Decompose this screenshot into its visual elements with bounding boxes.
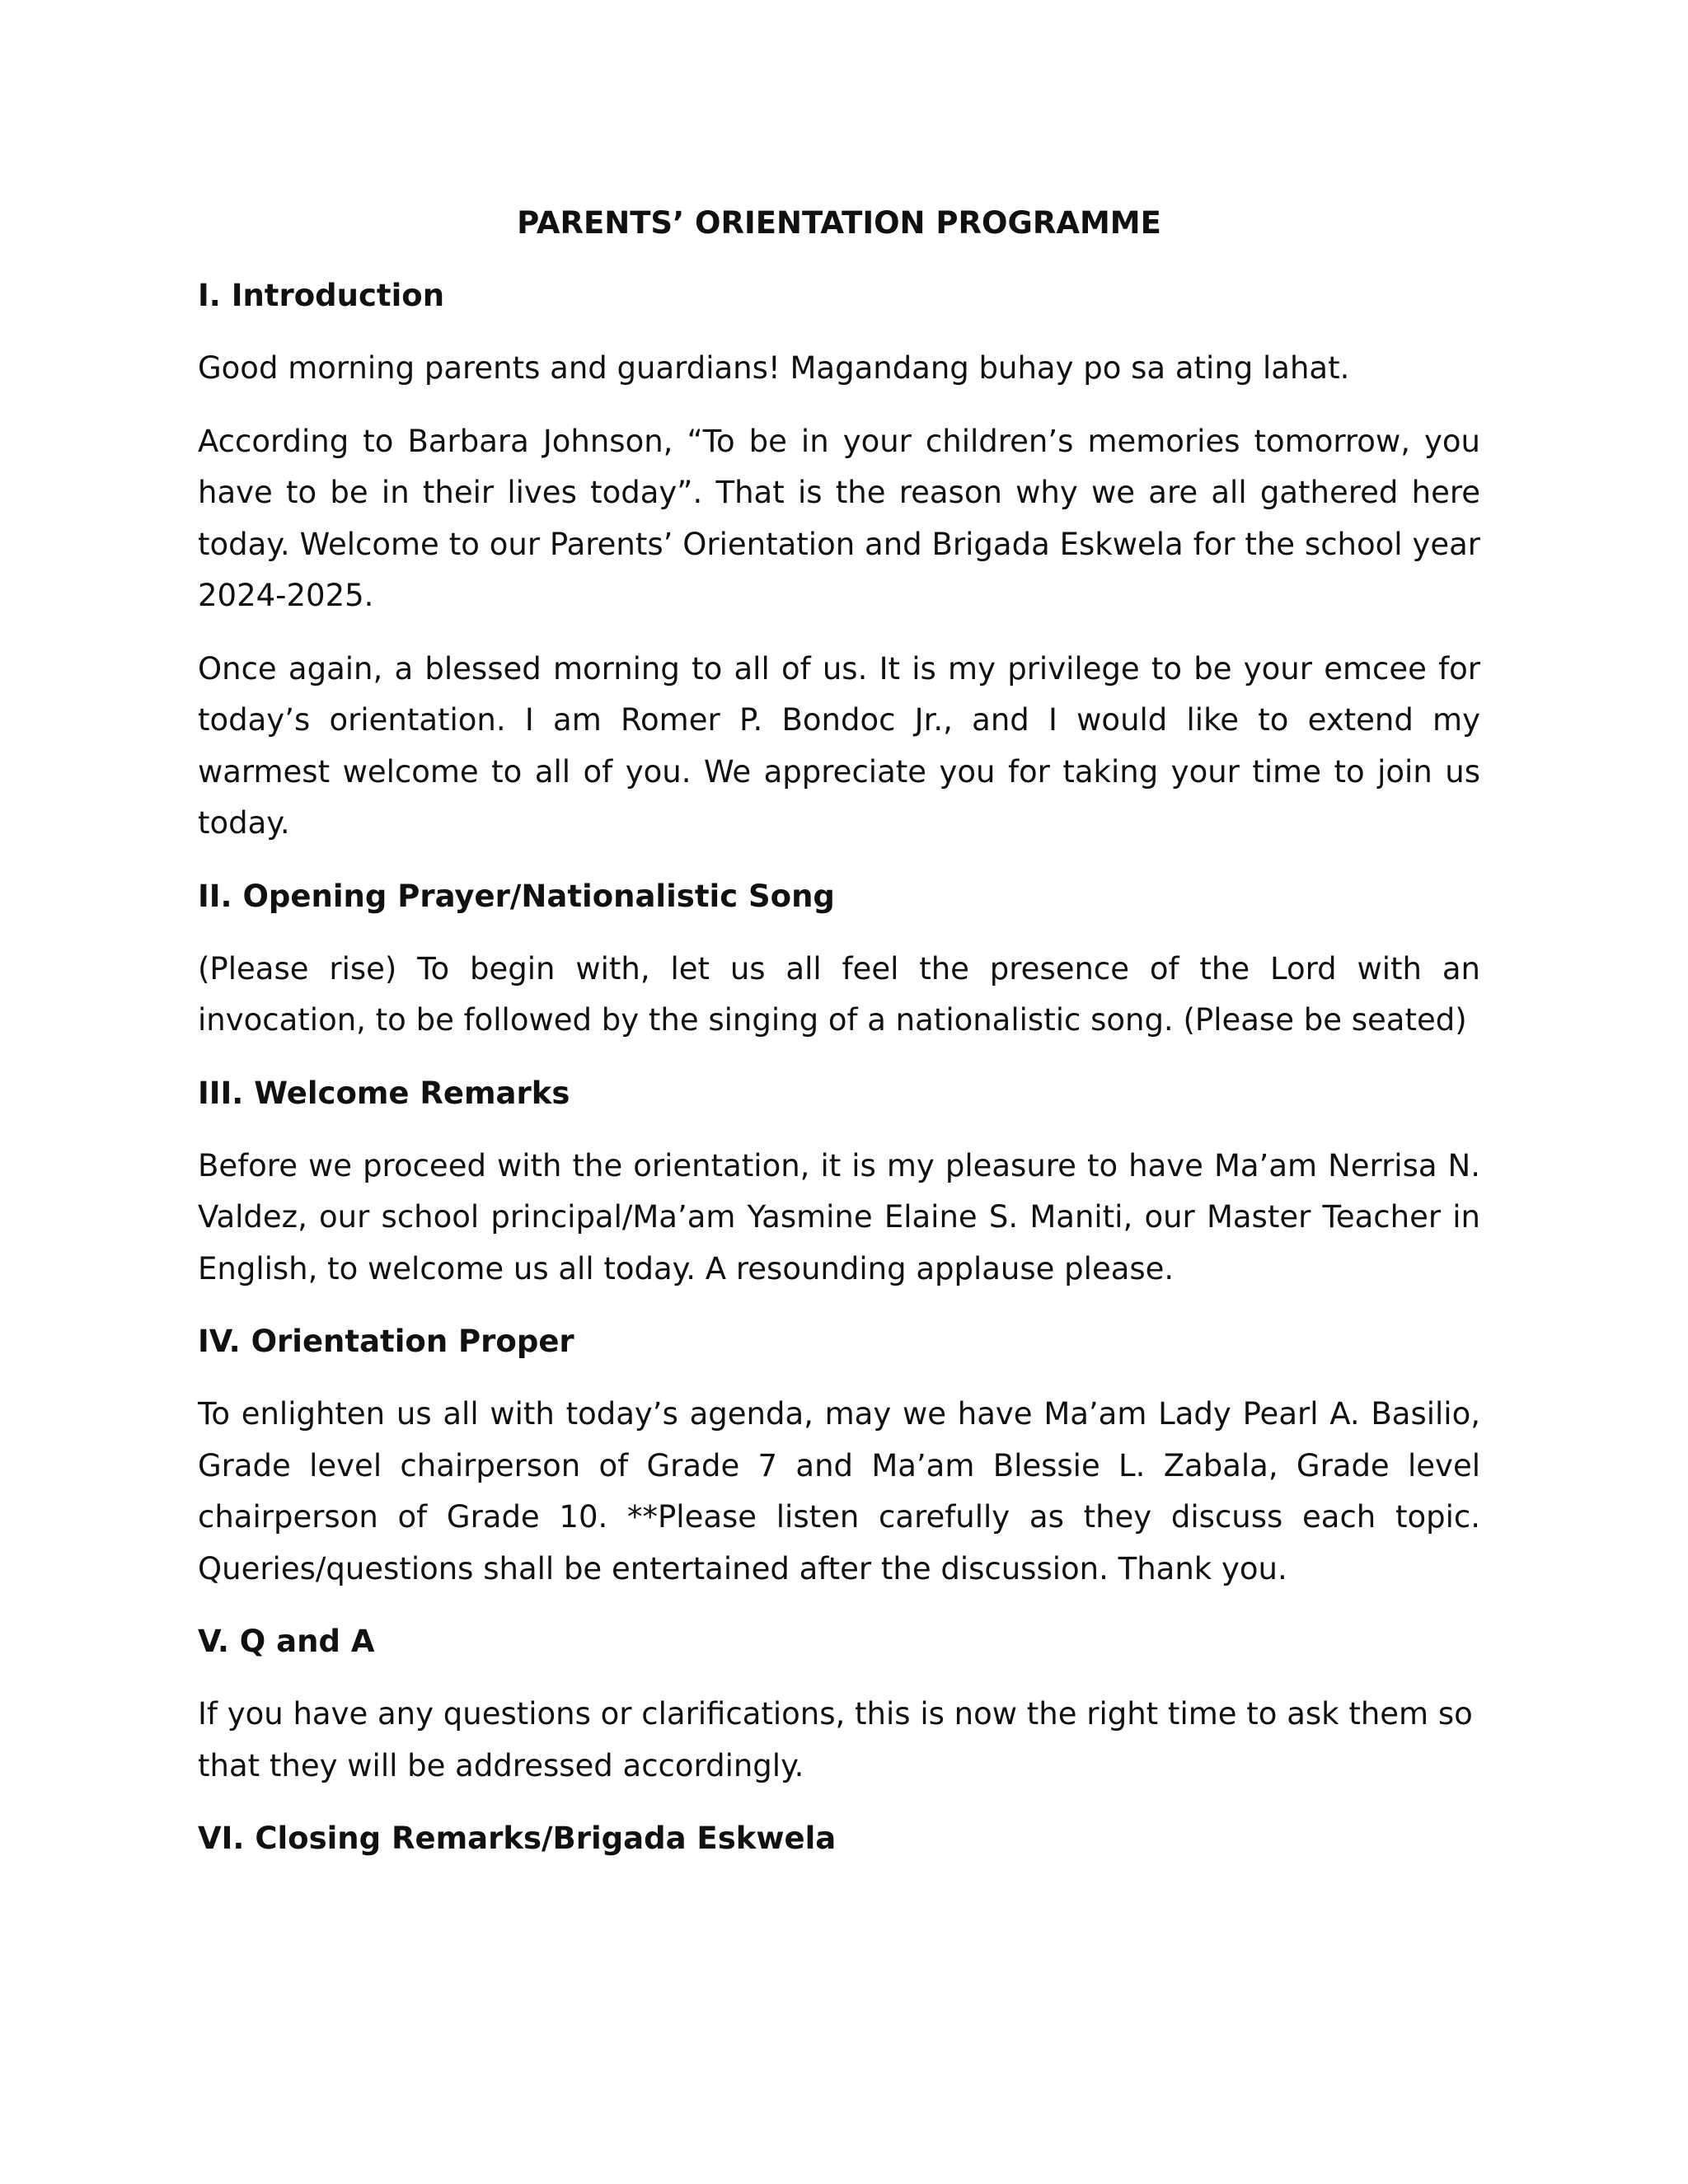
document-title: PARENTS’ ORIENTATION PROGRAMME [517,205,1161,241]
section-heading-introduction: I. Introduction [198,278,445,313]
paragraph-q-and-a: If you have any questions or clarifications, this is now the right time to ask them so that they will be addressed accordingly. [198,1696,1473,1783]
section-heading-orientation-proper: IV. Orientation Proper [198,1324,574,1359]
paragraph-greeting: Good morning parents and guardians! Magandang buhay po sa ating lahat. [198,350,1350,386]
section-heading-welcome-remarks: III. Welcome Remarks [198,1075,570,1111]
paragraph-welcome-remarks: Before we proceed with the orientation, it is my pleasure to have Ma’am Nerrisa N. Valdez, our school principal/Ma’am Yasmine Elaine S. Maniti, our Master Teacher in English, to welcome us all today. A resounding applause please. [198,1147,1480,1286]
paragraph-opening-prayer: (Please rise) To begin with, let us all feel the presence of the Lord with an invocation, to be followed by the singing of a nationalistic song. (Please be seated) [198,950,1480,1038]
paragraph-orientation-proper: To enlighten us all with today’s agenda, may we have Ma’am Lady Pearl A. Basilio, Grade level chairperson of Grade 7 and Ma’am Blessie L. Zabala, Grade level chairperson of Grade 10. **Please listen carefully as they discuss each topic. Queries/questions shall be entertained after the discussion. Thank you. [198,1396,1480,1586]
section-heading-closing-remarks: VI. Closing Remarks/Brigada Eskwela [198,1821,837,1856]
paragraph-emcee-intro: Once again, a blessed morning to all of us. It is my privilege to be your emcee for today’s orientation. I am Romer P. Bondoc Jr., and I would like to extend my warmest welcome to all of you. We appreciate you for taking your time to join us today. [198,650,1480,841]
section-heading-q-and-a: V. Q and A [198,1624,375,1659]
document-body [198,198,1480,1886]
section-heading-opening-prayer: II. Opening Prayer/Nationalistic Song [198,878,835,914]
paragraph-quote-welcome: According to Barbara Johnson, “To be in your children’s memories tomorrow, you have to be in their lives today”. That is the reason why we are all gathered here today. Welcome to our Parents’ Orientation and Brigada Eskwela for the school year 2024-2025. [198,423,1480,613]
